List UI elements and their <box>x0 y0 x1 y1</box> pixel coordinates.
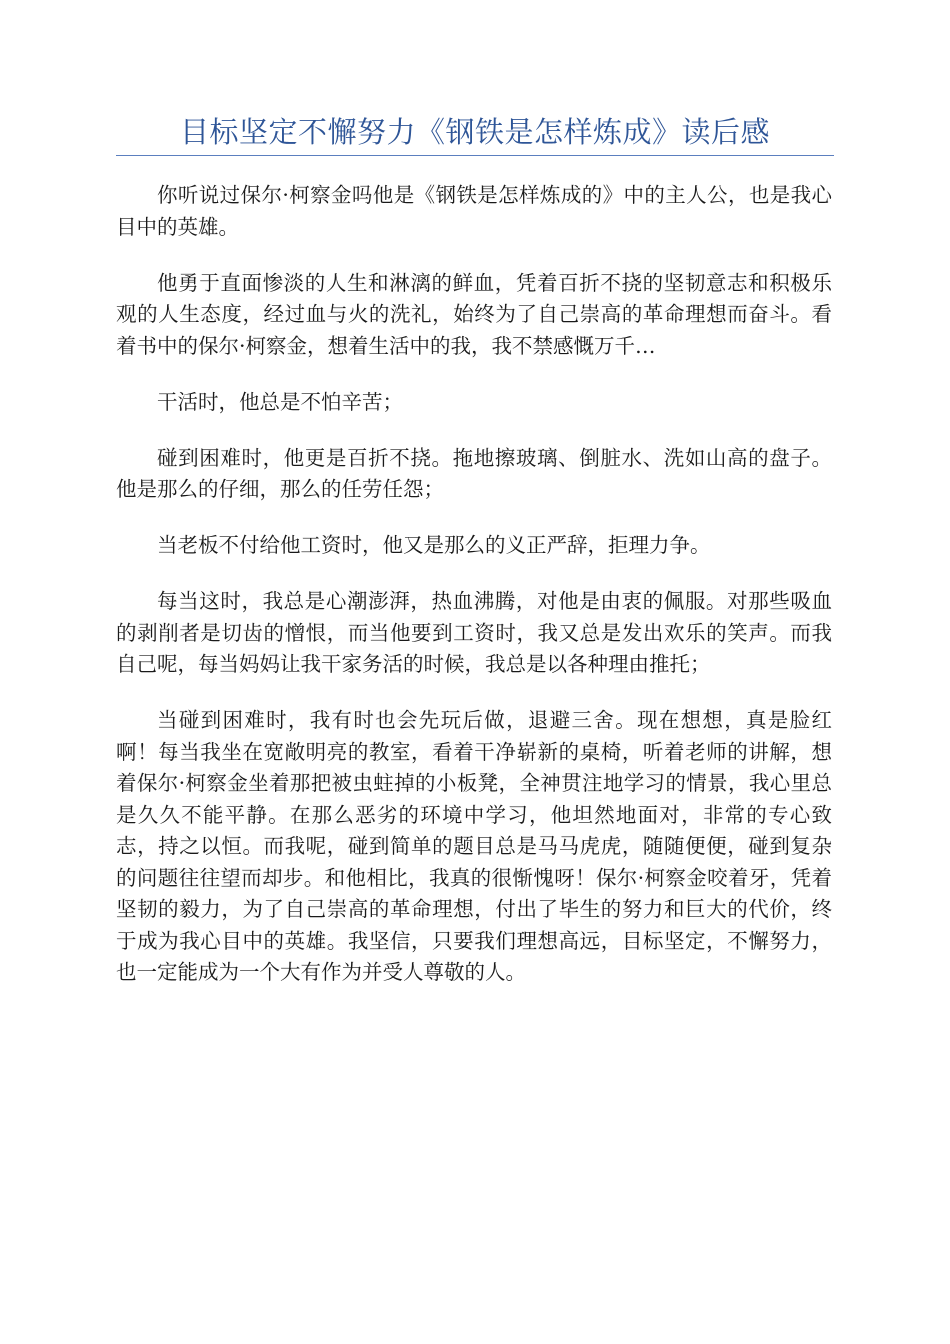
paragraph: 当碰到困难时，我有时也会先玩后做，退避三舍。现在想想，真是脸红啊！每当我坐在宽敞明亮的教室，看着干净崭新的桌椅，听着老师的讲解，想着保尔·柯察金坐着那把被虫蛀掉的小板凳，全神贯注地学习的情景，我心里总是久久不能平静。在那么恶劣的环境中学习，他坦然地面对，非常的专心致志，持之以恒。而我呢，碰到简单的题目总是马马虎虎，随随便便，碰到复杂的问题往往望而却步。和他相比，我真的很惭愧呀！保尔·柯察金咬着牙，凭着坚韧的毅力，为了自己崇高的革命理想，付出了毕生的努力和巨大的代价，终于成为我心目中的英雄。我坚信，只要我们理想高远，目标坚定，不懈努力，也一定能成为一个大有作为并受人尊敬的人。 <box>116 708 832 984</box>
paragraph: 当老板不付给他工资时，他又是那么的义正严辞，拒理力争。 <box>157 533 711 557</box>
paragraph: 每当这时，我总是心潮澎湃，热血沸腾，对他是由衷的佩服。对那些吸血的剥削者是切齿的憎恨，而当他要到工资时，我又总是发出欢乐的笑声。而我自己呢，每当妈妈让我干家务活的时候，我总是以各种理由推托； <box>116 589 832 676</box>
paragraph: 碰到困难时，他更是百折不挠。拖地擦玻璃、倒脏水、洗如山高的盘子。他是那么的仔细，那么的任劳任怨； <box>116 445 832 501</box>
paragraph: 干活时，他总是不怕辛苦； <box>157 389 403 414</box>
title-underline <box>116 155 834 156</box>
document-title: 目标坚定不懈努力《钢铁是怎样炼成》读后感 <box>179 115 770 149</box>
document-body <box>116 180 832 1013</box>
paragraph: 你听说过保尔·柯察金吗他是《钢铁是怎样炼成的》中的主人公，也是我心目中的英雄。 <box>116 183 832 239</box>
paragraph: 他勇于直面惨淡的人生和淋漓的鲜血，凭着百折不挠的坚韧意志和积极乐观的人生态度，经过血与火的洗礼，始终为了自己崇高的革命理想而奋斗。看着书中的保尔·柯察金，想着生活中的我，我不禁感慨万千… <box>116 270 832 358</box>
